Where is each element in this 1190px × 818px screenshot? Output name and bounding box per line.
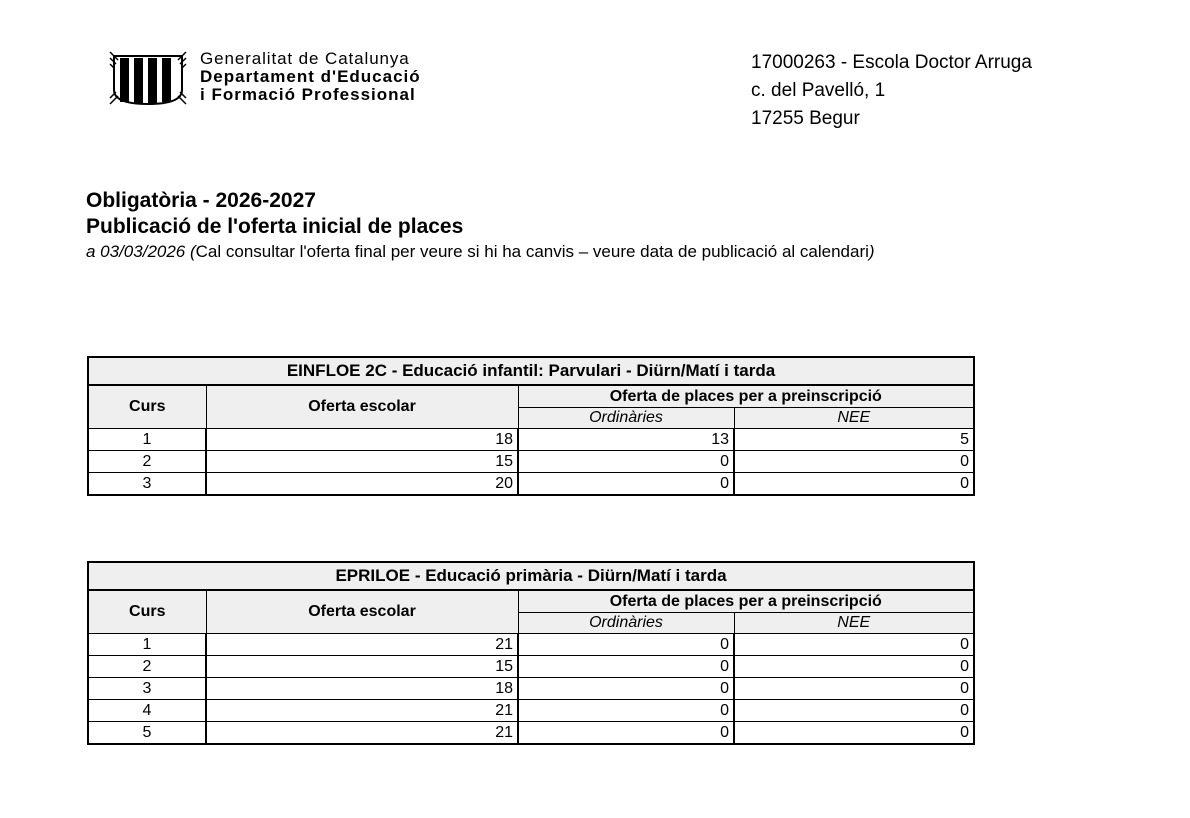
cell-nee: 0 (734, 473, 974, 496)
note-text: Cal consultar l'oferta final per veure si hi ha canvis – veure data de publicació al calendari (195, 242, 869, 261)
col-header-oferta: Oferta escolar (206, 385, 518, 429)
cell-oferta: 21 (206, 700, 518, 722)
school-code-name: 17000263 - Escola Doctor Arruga (751, 52, 1032, 73)
cell-nee: 0 (734, 634, 974, 656)
col-header-nee: NEE (734, 613, 974, 634)
document-subtitle: Publicació de l'oferta inicial de places (86, 215, 464, 238)
note-date: a 03/03/2026 ( (86, 242, 196, 261)
cell-curs: 4 (88, 700, 206, 722)
col-header-ordinaries: Ordinàries (518, 408, 734, 429)
generalitat-logo (108, 50, 188, 106)
cell-ordinaries: 0 (518, 678, 734, 700)
cell-oferta: 18 (206, 678, 518, 700)
col-header-oferta: Oferta escolar (206, 590, 518, 634)
cell-nee: 0 (734, 722, 974, 745)
cell-nee: 0 (734, 700, 974, 722)
cell-oferta: 15 (206, 451, 518, 473)
cell-curs: 5 (88, 722, 206, 745)
org-line-3: i Formació Professional (200, 85, 416, 104)
document-heading (86, 188, 875, 264)
cell-nee: 0 (734, 656, 974, 678)
offer-table-infantil (87, 356, 975, 496)
document-title: Obligatòria - 2026-2027 (86, 189, 316, 212)
cell-oferta: 20 (206, 473, 518, 496)
cell-oferta: 21 (206, 634, 518, 656)
cell-ordinaries: 0 (518, 451, 734, 473)
publication-note (86, 240, 875, 264)
table-row (88, 678, 974, 700)
org-line-1: Generalitat de Catalunya (200, 49, 410, 68)
cell-curs: 3 (88, 678, 206, 700)
table-row (88, 451, 974, 473)
cell-ordinaries: 13 (518, 429, 734, 451)
cell-curs: 2 (88, 656, 206, 678)
school-address (751, 49, 1032, 133)
school-street: c. del Pavelló, 1 (751, 80, 886, 101)
cell-oferta: 15 (206, 656, 518, 678)
table-row (88, 722, 974, 745)
col-header-preinscripcio: Oferta de places per a preinscripció (518, 590, 974, 613)
cell-curs: 2 (88, 451, 206, 473)
table-title: EPRILOE - Educació primària - Diürn/Matí i tarda (88, 562, 974, 590)
cell-curs: 1 (88, 634, 206, 656)
col-header-nee: NEE (734, 408, 974, 429)
org-line-2: Departament d'Educació (200, 67, 421, 86)
cell-curs: 3 (88, 473, 206, 496)
col-header-curs: Curs (88, 590, 206, 634)
table-row (88, 656, 974, 678)
cell-nee: 5 (734, 429, 974, 451)
table-row (88, 700, 974, 722)
cell-ordinaries: 0 (518, 722, 734, 745)
table-row (88, 429, 974, 451)
col-header-curs: Curs (88, 385, 206, 429)
cell-ordinaries: 0 (518, 634, 734, 656)
cell-ordinaries: 0 (518, 656, 734, 678)
note-close: ) (868, 242, 875, 261)
cell-nee: 0 (734, 678, 974, 700)
cell-nee: 0 (734, 451, 974, 473)
col-header-preinscripcio: Oferta de places per a preinscripció (518, 385, 974, 408)
organization-name (200, 50, 421, 104)
cell-oferta: 21 (206, 722, 518, 745)
table-title: EINFLOE 2C - Educació infantil: Parvulari - Diürn/Matí i tarda (88, 357, 974, 385)
offer-table-primaria (87, 561, 975, 745)
school-city: 17255 Begur (751, 108, 860, 129)
cell-ordinaries: 0 (518, 473, 734, 496)
cell-ordinaries: 0 (518, 700, 734, 722)
cell-oferta: 18 (206, 429, 518, 451)
col-header-ordinaries: Ordinàries (518, 613, 734, 634)
table-row (88, 634, 974, 656)
table-row (88, 473, 974, 496)
cell-curs: 1 (88, 429, 206, 451)
